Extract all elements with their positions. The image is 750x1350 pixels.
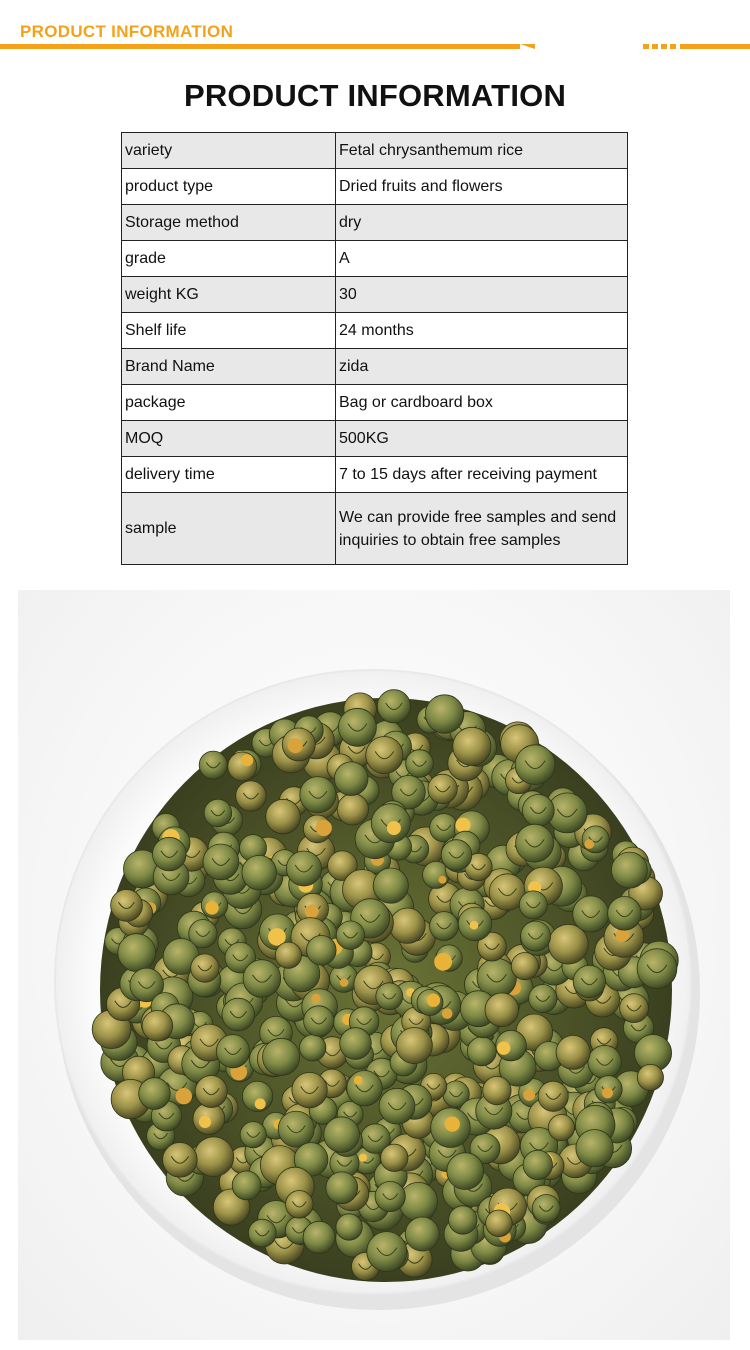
yellow-petal	[470, 921, 479, 930]
spec-key: variety	[122, 133, 336, 169]
banner-dash	[652, 44, 658, 49]
chrysanthemum-bud	[337, 794, 368, 825]
chrysanthemum-bud	[366, 737, 403, 774]
chrysanthemum-bud	[519, 891, 547, 919]
chrysanthemum-bud	[194, 1137, 234, 1177]
chrysanthemum-bud	[204, 799, 232, 827]
banner-underline-cut	[520, 44, 535, 49]
chrysanthemum-bud	[216, 1035, 249, 1068]
spec-value: Bag or cardboard box	[336, 385, 628, 421]
chrysanthemum-bud	[367, 1232, 407, 1272]
chrysanthemum-bud	[228, 752, 257, 781]
spec-key: weight KG	[122, 277, 336, 313]
chrysanthemum-bud	[390, 908, 425, 943]
chrysanthemum-bud	[300, 777, 336, 813]
spec-value: zida	[336, 349, 628, 385]
chrysanthemum-bud	[153, 837, 187, 871]
yellow-petal	[255, 1098, 266, 1109]
chrysanthemum-bud	[582, 826, 609, 853]
spec-table	[121, 132, 628, 565]
chrysanthemum-bud	[336, 921, 364, 949]
chrysanthemum-bud	[336, 1214, 362, 1240]
spec-key: sample	[122, 493, 336, 565]
table-row	[122, 457, 628, 493]
chrysanthemum-bud	[516, 824, 554, 862]
yellow-petal	[523, 1089, 535, 1101]
chrysanthemum-bud	[199, 751, 227, 779]
yellow-petal	[442, 1008, 453, 1019]
yellow-petal	[359, 1154, 367, 1162]
yellow-petal	[199, 1116, 211, 1128]
yellow-petal	[584, 839, 594, 849]
header-banner	[0, 0, 750, 60]
chrysanthemum-bud	[379, 1088, 415, 1124]
chrysanthemum-bud	[242, 855, 277, 890]
table-row	[122, 349, 628, 385]
chrysanthemum-bud	[334, 762, 368, 796]
chrysanthemum-bud	[406, 750, 434, 778]
chrysanthemum-bud	[573, 965, 605, 997]
chrysanthemum-bud	[532, 1195, 560, 1223]
chrysanthemum-bud	[483, 1076, 511, 1104]
chrysanthemum-bud	[447, 1153, 484, 1190]
chrysanthemum-bud	[576, 1130, 613, 1167]
spec-value: dry	[336, 205, 628, 241]
chrysanthemum-bud	[529, 985, 557, 1013]
chrysanthemum-bud	[523, 1150, 552, 1179]
chrysanthemum-bud	[303, 1221, 335, 1253]
chrysanthemum-bud	[275, 942, 301, 968]
chrysanthemum-bud	[548, 1115, 574, 1141]
chrysanthemum-bud	[522, 795, 554, 827]
chrysanthemum-bud	[556, 1035, 590, 1069]
banner-dash	[643, 44, 649, 49]
chrysanthemum-bowl-image	[18, 590, 730, 1340]
spec-key: grade	[122, 241, 336, 277]
table-row	[122, 169, 628, 205]
chrysanthemum-bud	[375, 1181, 405, 1211]
chrysanthemum-bud	[376, 983, 403, 1010]
chrysanthemum-bud	[324, 1117, 360, 1153]
chrysanthemum-bud	[292, 1072, 327, 1107]
chrysanthemum-bud	[222, 998, 255, 1031]
chrysanthemum-bud	[286, 1191, 314, 1219]
chrysanthemum-bud	[330, 964, 358, 992]
spec-key: Storage method	[122, 205, 336, 241]
chrysanthemum-bud	[396, 1028, 432, 1064]
chrysanthemum-bud	[381, 1144, 408, 1171]
product-photo	[18, 590, 730, 1340]
chrysanthemum-bud	[515, 745, 555, 785]
yellow-petal	[241, 754, 253, 766]
chrysanthemum-bud	[139, 1078, 171, 1110]
chrysanthemum-bud	[405, 1217, 439, 1251]
chrysanthemum-bud	[232, 1171, 261, 1200]
chrysanthemum-bud	[538, 1081, 568, 1111]
spec-value: Dried fruits and flowers	[336, 169, 628, 205]
yellow-petal	[387, 821, 401, 835]
chrysanthemum-bud	[111, 890, 143, 922]
yellow-petal	[205, 901, 218, 914]
spec-value: 7 to 15 days after receiving payment	[336, 457, 628, 493]
chrysanthemum-bud	[425, 695, 463, 733]
chrysanthemum-bud	[485, 993, 519, 1027]
chrysanthemum-bud	[243, 960, 281, 998]
banner-dashes	[643, 44, 676, 49]
table-row	[122, 205, 628, 241]
chrysanthemum-bud	[620, 994, 649, 1023]
spec-value: 24 months	[336, 313, 628, 349]
chrysanthemum-bud	[263, 1038, 300, 1075]
chrysanthemum-bud	[511, 953, 538, 980]
spec-value: 30	[336, 277, 628, 313]
banner-underline	[0, 44, 535, 49]
spec-key: MOQ	[122, 421, 336, 457]
spec-key: delivery time	[122, 457, 336, 493]
chrysanthemum-bud	[278, 1111, 314, 1147]
table-row	[122, 313, 628, 349]
chrysanthemum-bud	[521, 921, 551, 951]
chrysanthemum-bud	[611, 852, 647, 888]
spec-key: package	[122, 385, 336, 421]
chrysanthemum-bud	[373, 868, 408, 903]
table-row	[122, 385, 628, 421]
yellow-petal	[434, 953, 452, 971]
chrysanthemum-bud	[608, 897, 642, 931]
yellow-petal	[497, 1041, 510, 1054]
chrysanthemum-bud	[449, 1206, 477, 1234]
yellow-petal	[438, 876, 446, 884]
chrysanthemum-bud	[163, 1143, 198, 1178]
chrysanthemum-bud	[286, 851, 321, 886]
banner-dash	[661, 44, 667, 49]
chrysanthemum-bud	[236, 781, 266, 811]
chrysanthemum-bud	[340, 1028, 372, 1060]
yellow-petal	[602, 1087, 613, 1098]
chrysanthemum-bud	[266, 799, 301, 834]
chrysanthemum-bud	[486, 1210, 513, 1237]
chrysanthemum-bud	[191, 954, 219, 982]
yellow-petal	[316, 820, 332, 836]
spec-value: A	[336, 241, 628, 277]
chrysanthemum-bud	[588, 1045, 621, 1078]
chrysanthemum-bud	[240, 1122, 266, 1148]
banner-title: PRODUCT INFORMATION	[20, 22, 234, 41]
chrysanthemum-bud	[300, 1035, 326, 1061]
yellow-petal	[616, 928, 630, 942]
table-row	[122, 277, 628, 313]
chrysanthemum-bud	[377, 690, 410, 723]
spec-value: 500KG	[336, 421, 628, 457]
chrysanthemum-bud	[441, 840, 472, 871]
spec-key: Shelf life	[122, 313, 336, 349]
chrysanthemum-bud	[347, 1071, 382, 1106]
yellow-petal	[456, 818, 471, 833]
table-row	[122, 421, 628, 457]
chrysanthemum-bud	[203, 844, 239, 880]
chrysanthemum-bud	[338, 708, 376, 746]
chrysanthemum-bud	[428, 774, 457, 803]
yellow-petal	[354, 1076, 363, 1085]
yellow-petal	[340, 978, 349, 987]
spec-key: product type	[122, 169, 336, 205]
chrysanthemum-bud	[573, 896, 609, 932]
chrysanthemum-bud	[453, 727, 491, 765]
spec-value: We can provide free samples and send inquiries to obtain free samples	[336, 493, 628, 565]
table-row	[122, 133, 628, 169]
yellow-petal	[445, 1117, 460, 1132]
table-row	[122, 241, 628, 277]
yellow-petal	[288, 738, 303, 753]
chrysanthemum-bud	[326, 1172, 358, 1204]
banner-underline-tail	[680, 44, 750, 49]
yellow-petal	[427, 994, 440, 1007]
chrysanthemum-bud	[142, 1011, 173, 1042]
chrysanthemum-bud	[637, 1064, 663, 1090]
chrysanthemum-bud	[118, 934, 156, 972]
table-row	[122, 493, 628, 565]
spec-value: Fetal chrysanthemum rice	[336, 133, 628, 169]
page-title: PRODUCT INFORMATION	[183, 78, 567, 113]
chrysanthemum-bud	[637, 949, 677, 989]
chrysanthemum-bud	[248, 1219, 276, 1247]
yellow-petal	[312, 994, 321, 1003]
chrysanthemum-bud	[195, 1076, 227, 1108]
yellow-petal	[305, 905, 319, 919]
chrysanthemum-bud	[430, 912, 459, 941]
banner-dash	[670, 44, 676, 49]
chrysanthemum-bud	[307, 936, 337, 966]
yellow-petal	[176, 1088, 192, 1104]
spec-key: Brand Name	[122, 349, 336, 385]
chrysanthemum-bud	[467, 1037, 496, 1066]
chrysanthemum-bud	[304, 1006, 334, 1036]
